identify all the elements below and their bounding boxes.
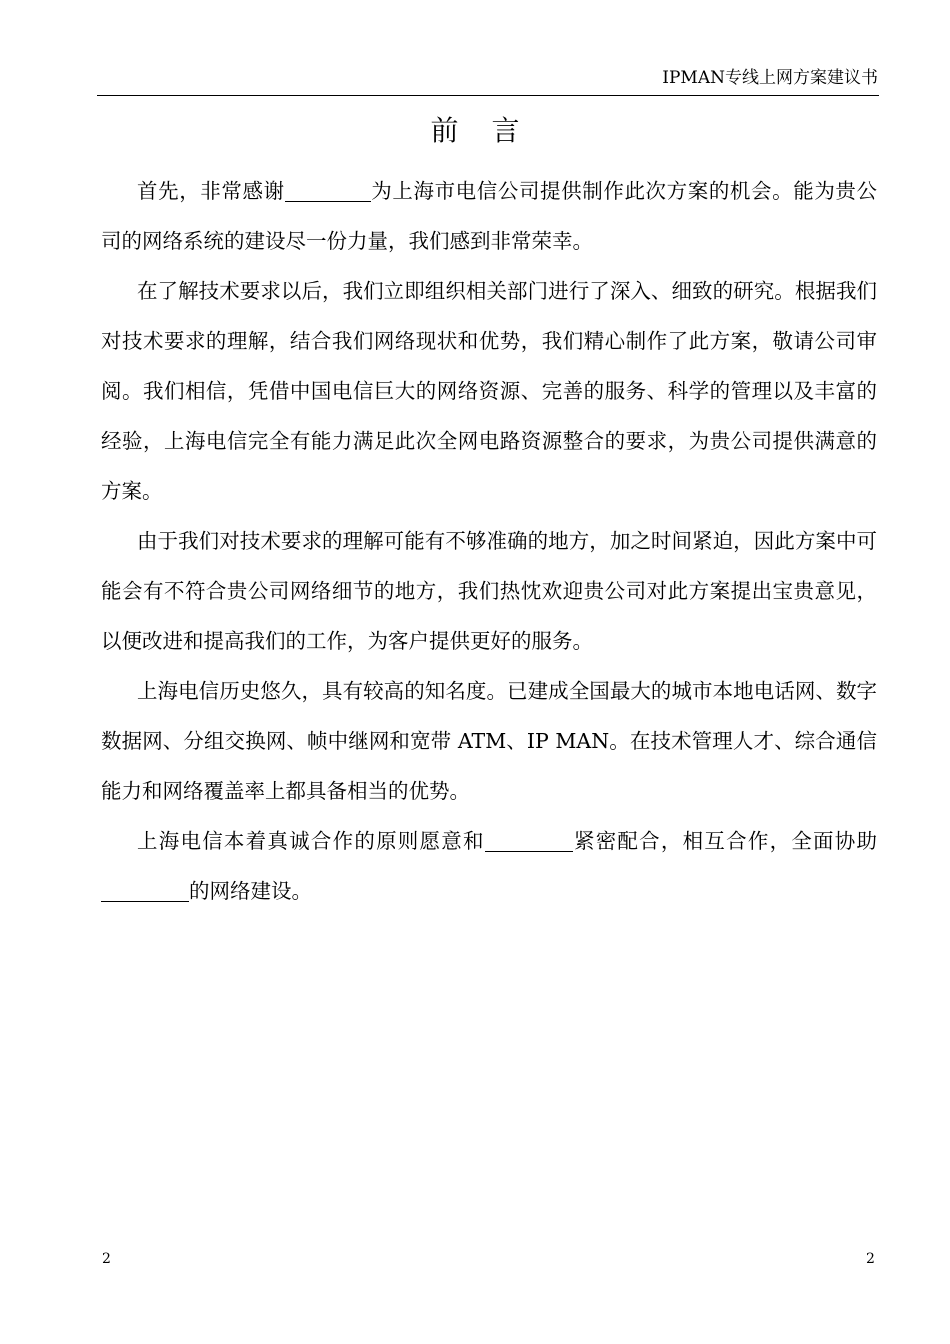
running-header: IPMAN专线上网方案建议书 (662, 68, 878, 88)
body-text (101, 166, 877, 916)
page-title: 前 言 (430, 114, 520, 147)
paragraph-4: 上海电信历史悠久，具有较高的知名度。已建成全国最大的城市本地电话网、数字数据网、分组交换网、帧中继网和宽带 ATM、IP MAN。在技术管理人才、综合通信能力和网络覆盖率上都具备相当的优势。 (101, 679, 877, 803)
paragraph-5-end: 的网络建设。 (189, 879, 312, 903)
paragraph-5-start: 上海电信本着真诚合作的原则愿意和 (137, 829, 485, 853)
fill-in-blank (101, 878, 189, 902)
fill-in-blank (485, 828, 573, 852)
paragraph-1 (101, 166, 877, 266)
paragraph-2: 在了解技术要求以后，我们立即组织相关部门进行了深入、细致的研究。根据我们对技术要求的理解，结合我们网络现状和优势，我们精心制作了此方案，敬请公司审阅。我们相信，凭借中国电信巨大的网络资源、完善的服务、科学的管理以及丰富的经验，上海电信完全有能力满足此次全网电路资源整合的要求，为贵公司提供满意的方案。 (101, 279, 877, 503)
paragraph-3: 由于我们对技术要求的理解可能有不够准确的地方，加之时间紧迫，因此方案中可能会有不符合贵公司网络细节的地方，我们热忱欢迎贵公司对此方案提出宝贵意见，以便改进和提高我们的工作，为客户提供更好的服务。 (101, 529, 877, 653)
paragraph-1-start: 首先，非常感谢 (137, 179, 285, 203)
paragraph-1-end: 为上海市电信公司提供制作此次方案的机会。能为贵公司的网络系统的建设尽一份力量，我们感到非常荣幸。 (101, 179, 878, 253)
header-rule (97, 95, 879, 96)
fill-in-blank (285, 178, 371, 202)
page-number-left: 2 (102, 1251, 111, 1267)
page-number-right: 2 (866, 1251, 875, 1267)
paragraph-5-middle: 紧密配合，相互合作，全面协助 (572, 829, 878, 853)
paragraph-5 (101, 816, 877, 916)
